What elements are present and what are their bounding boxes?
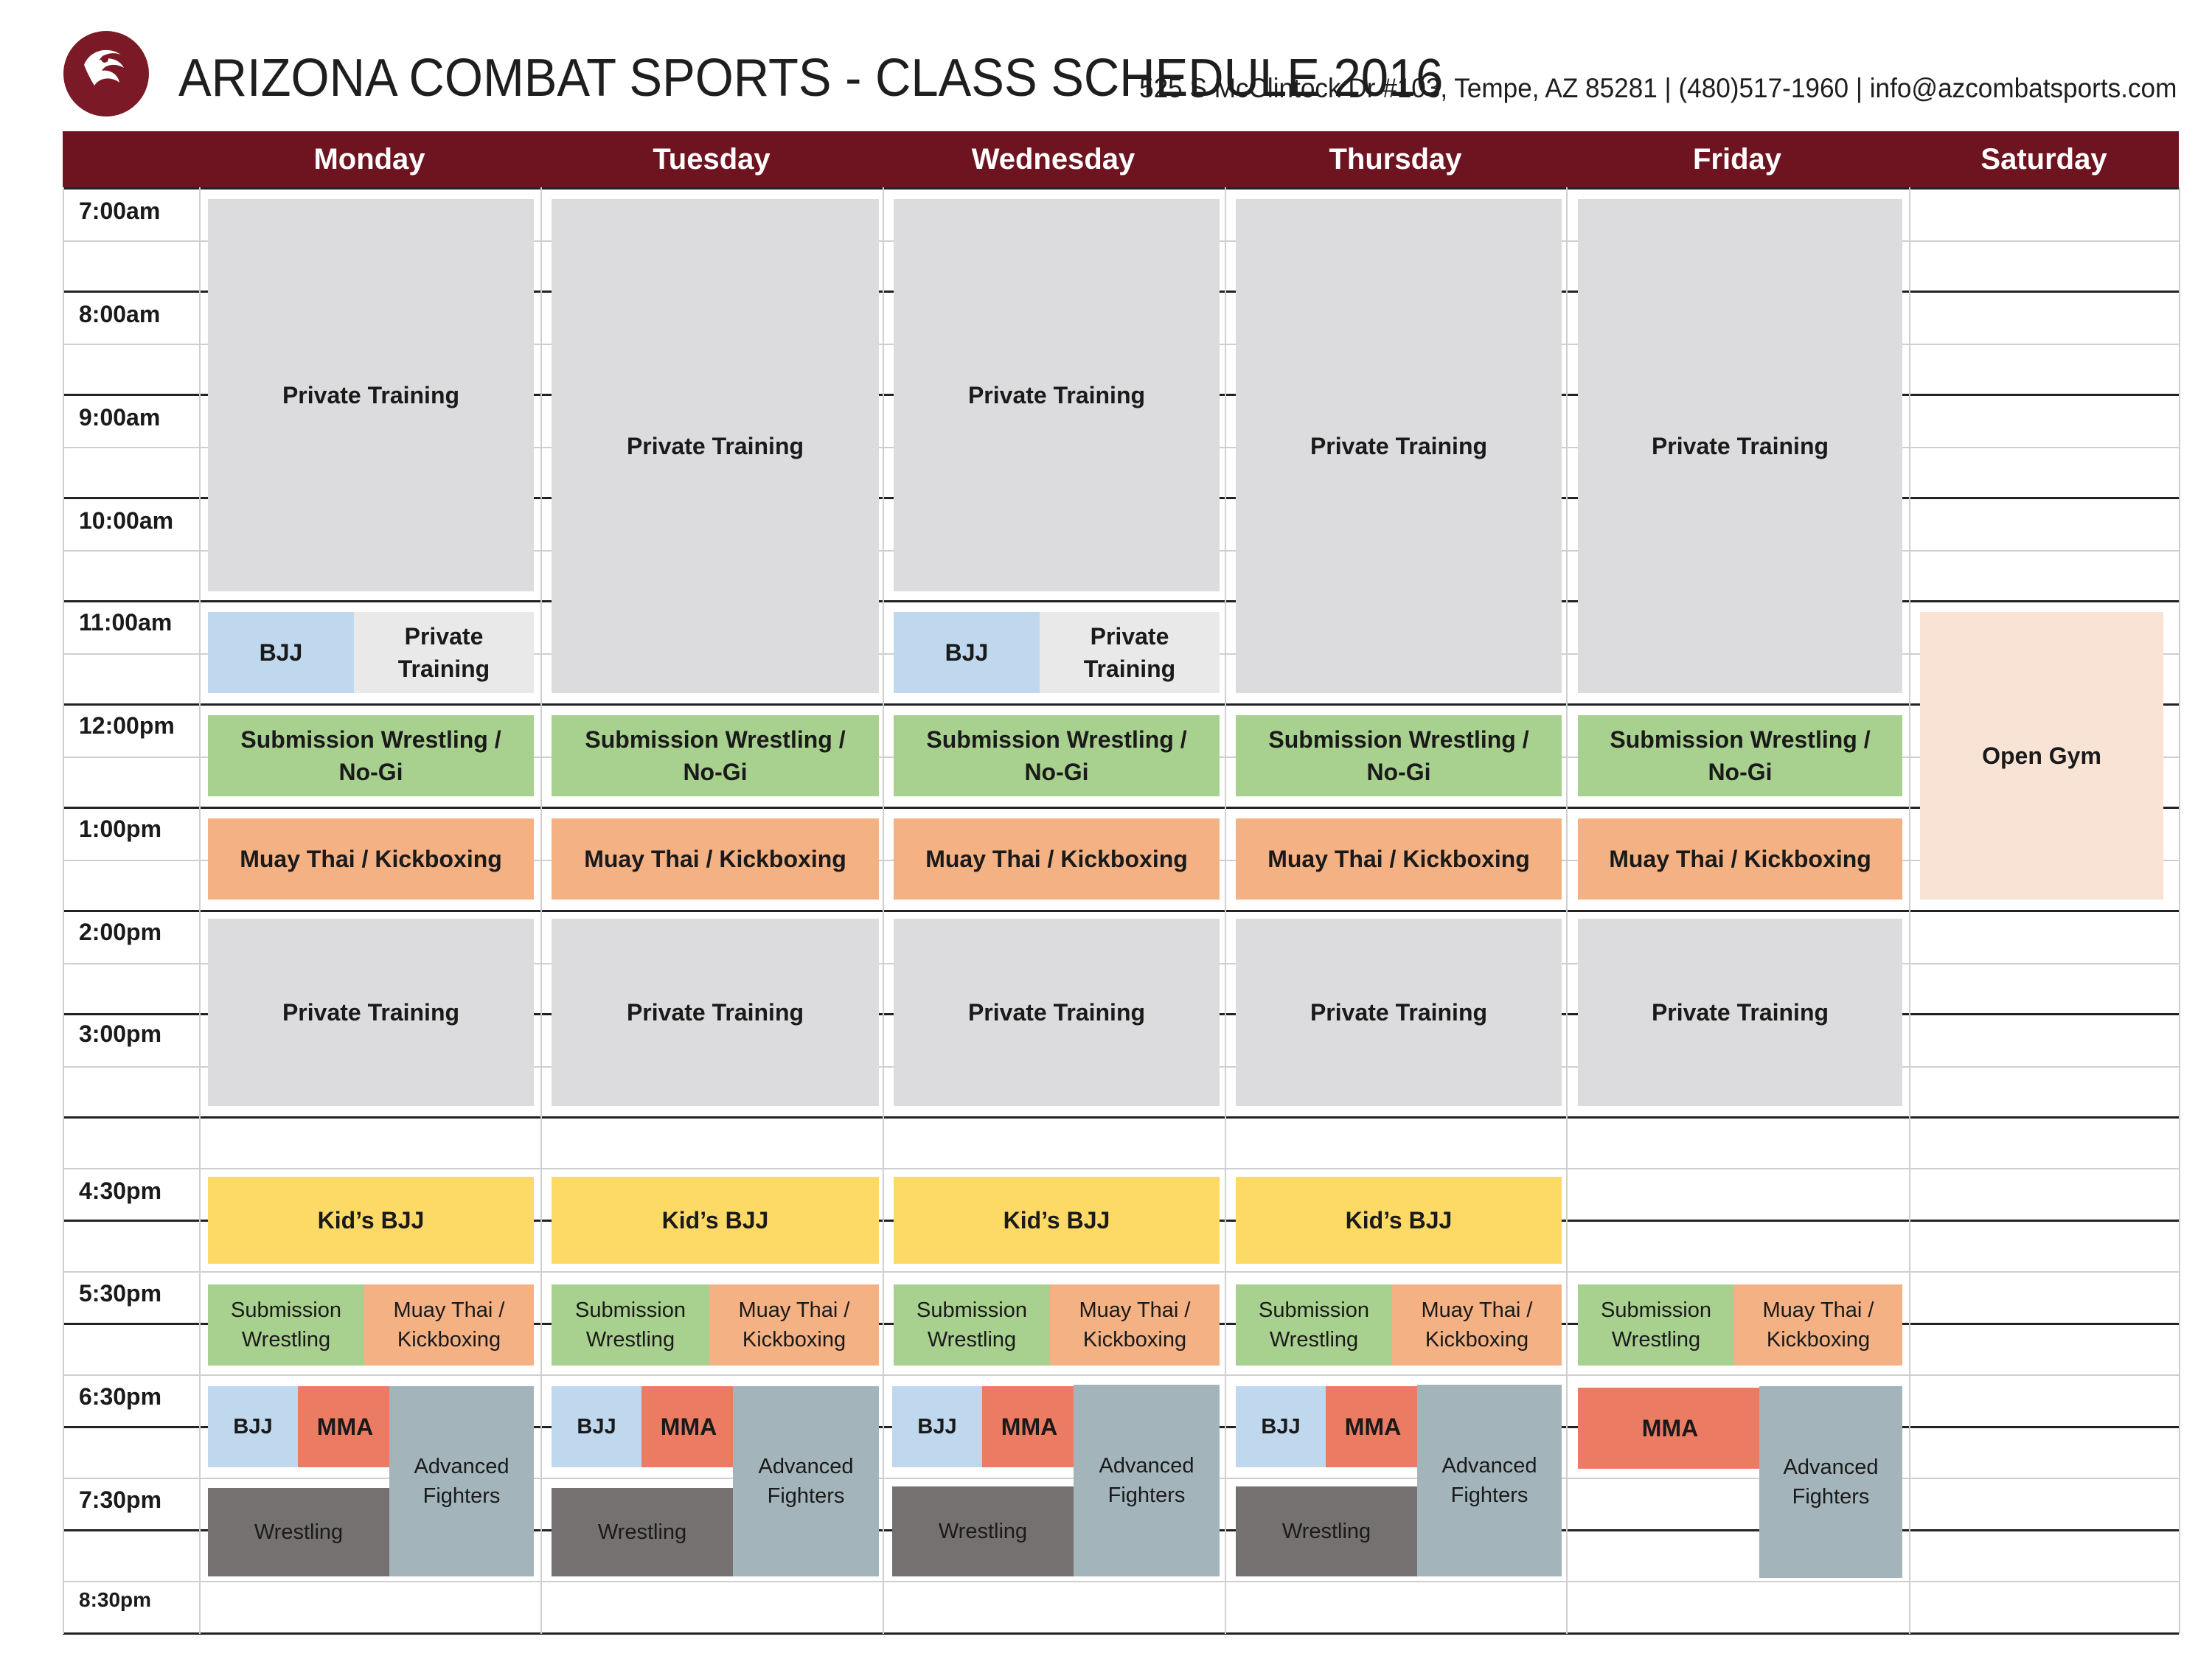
class-block-private-training: Private Training — [1578, 199, 1902, 693]
class-block-private-training: Private Training — [894, 919, 1220, 1106]
grid-line — [63, 1271, 2179, 1273]
grid-line — [63, 1374, 2179, 1376]
class-block-mma: MMA — [1326, 1386, 1420, 1467]
page-title: ARIZONA COMBAT SPORTS - CLASS SCHEDULE 2016 — [178, 49, 1444, 108]
class-block-private-training: Private Training — [208, 199, 534, 591]
grid-line — [1225, 187, 1226, 1634]
class-block-kids-bjj: Kid’s BJJ — [894, 1177, 1220, 1264]
class-block-kids-bjj: Kid’s BJJ — [552, 1177, 879, 1264]
class-block-private-training: Private Training — [1040, 612, 1220, 693]
class-block-muay-thai-kickboxing: Muay Thai / Kickboxing — [364, 1284, 534, 1366]
time-label: 7:30pm — [79, 1486, 162, 1513]
class-block-private-training: Private Training — [894, 199, 1220, 591]
class-block-open-gym: Open Gym — [1920, 612, 2163, 900]
time-label: 11:00am — [79, 609, 173, 636]
class-block-advanced-fighters: Advanced Fighters — [389, 1386, 534, 1576]
class-block-bjj: BJJ — [892, 1386, 982, 1467]
grid-line — [63, 910, 2179, 912]
class-block-private-training: Private Training — [1236, 199, 1562, 693]
grid-line — [63, 807, 2179, 809]
grid-line — [883, 187, 884, 1634]
grid-line — [2179, 187, 2180, 1634]
time-label: 6:30pm — [79, 1383, 162, 1410]
class-block-mma: MMA — [982, 1386, 1077, 1467]
class-block-mma: MMA — [1578, 1388, 1762, 1469]
grid-line — [63, 1632, 2179, 1635]
time-label: 8:00am — [79, 301, 161, 327]
day-header-thursday: Thursday — [1329, 142, 1462, 175]
class-block-submission-wrestling-nogi: Submission Wrestling / No-Gi — [1578, 715, 1902, 796]
class-block-bjj: BJJ — [1236, 1386, 1326, 1467]
grid-line — [63, 187, 64, 1634]
day-header-monday: Monday — [313, 142, 425, 175]
time-label: 10:00am — [79, 507, 174, 534]
class-block-kids-bjj: Kid’s BJJ — [208, 1177, 534, 1264]
class-block-bjj: BJJ — [208, 1386, 298, 1467]
time-label: 2:00pm — [79, 919, 162, 945]
class-block-mma: MMA — [298, 1386, 392, 1467]
class-block-mma: MMA — [641, 1386, 736, 1467]
time-label: 1:00pm — [79, 815, 162, 842]
day-header-wednesday: Wednesday — [971, 142, 1135, 175]
class-block-wrestling: Wrestling — [1236, 1486, 1417, 1576]
class-block-muay-thai-kickboxing: Muay Thai / Kickboxing — [1392, 1284, 1562, 1366]
class-block-advanced-fighters: Advanced Fighters — [1417, 1385, 1562, 1576]
day-header-tuesday: Tuesday — [653, 142, 771, 175]
class-block-submission-wrestling: Submission Wrestling — [208, 1284, 364, 1366]
day-header-saturday: Saturday — [1980, 142, 2107, 175]
class-block-muay-thai-kickboxing: Muay Thai / Kickboxing — [208, 818, 534, 900]
class-block-bjj: BJJ — [208, 612, 354, 693]
class-block-private-training: Private Training — [354, 612, 534, 693]
time-label: 9:00am — [79, 404, 161, 431]
class-block-bjj: BJJ — [552, 1386, 641, 1467]
class-block-muay-thai-kickboxing: Muay Thai / Kickboxing — [894, 818, 1220, 900]
class-block-muay-thai-kickboxing: Muay Thai / Kickboxing — [552, 818, 879, 900]
class-block-advanced-fighters: Advanced Fighters — [1759, 1386, 1902, 1578]
class-block-muay-thai-kickboxing: Muay Thai / Kickboxing — [1578, 818, 1902, 900]
grid-line — [63, 703, 2179, 706]
grid-line — [63, 1116, 2179, 1119]
grid-line — [63, 1168, 2179, 1169]
time-label: 7:00am — [79, 198, 161, 224]
grid-line — [540, 187, 542, 1634]
class-block-wrestling: Wrestling — [208, 1488, 389, 1576]
grid-line — [63, 187, 2179, 189]
time-label: 3:00pm — [79, 1020, 162, 1047]
class-block-advanced-fighters: Advanced Fighters — [1074, 1385, 1220, 1576]
class-block-muay-thai-kickboxing: Muay Thai / Kickboxing — [1236, 818, 1562, 900]
class-block-advanced-fighters: Advanced Fighters — [733, 1386, 879, 1576]
class-block-private-training: Private Training — [1578, 919, 1902, 1106]
time-label: 5:30pm — [79, 1280, 162, 1307]
day-header-friday: Friday — [1692, 142, 1782, 175]
class-block-submission-wrestling-nogi: Submission Wrestling / No-Gi — [208, 715, 534, 796]
class-block-private-training: Private Training — [552, 199, 879, 693]
class-block-private-training: Private Training — [552, 919, 879, 1106]
grid-line — [1909, 187, 1910, 1634]
class-block-bjj: BJJ — [894, 612, 1040, 693]
grid-line — [1566, 187, 1568, 1634]
class-block-muay-thai-kickboxing: Muay Thai / Kickboxing — [709, 1284, 879, 1366]
grid-line — [63, 1581, 2179, 1582]
contact-info: 525 S McClintock Dr #103, Tempe, AZ 85281 | (480)517-1960 | info@azcombatsports.com — [1138, 73, 2177, 103]
class-block-submission-wrestling-nogi: Submission Wrestling / No-Gi — [552, 715, 879, 796]
time-label: 8:30pm — [79, 1588, 152, 1611]
class-block-private-training: Private Training — [208, 919, 534, 1106]
class-block-private-training: Private Training — [1236, 919, 1562, 1106]
class-block-submission-wrestling-nogi: Submission Wrestling / No-Gi — [1236, 715, 1562, 796]
class-block-kids-bjj: Kid’s BJJ — [1236, 1177, 1562, 1264]
class-block-muay-thai-kickboxing: Muay Thai / Kickboxing — [1734, 1284, 1902, 1366]
class-block-submission-wrestling: Submission Wrestling — [1236, 1284, 1392, 1366]
time-label: 12:00pm — [79, 712, 175, 739]
class-block-wrestling: Wrestling — [552, 1488, 733, 1576]
class-block-wrestling: Wrestling — [892, 1486, 1074, 1576]
class-block-submission-wrestling-nogi: Submission Wrestling / No-Gi — [894, 715, 1220, 796]
class-block-submission-wrestling: Submission Wrestling — [552, 1284, 709, 1366]
time-label: 4:30pm — [79, 1178, 162, 1204]
grid-line — [199, 187, 201, 1634]
class-block-muay-thai-kickboxing: Muay Thai / Kickboxing — [1050, 1284, 1220, 1366]
class-block-submission-wrestling: Submission Wrestling — [894, 1284, 1050, 1366]
class-block-submission-wrestling: Submission Wrestling — [1578, 1284, 1734, 1366]
